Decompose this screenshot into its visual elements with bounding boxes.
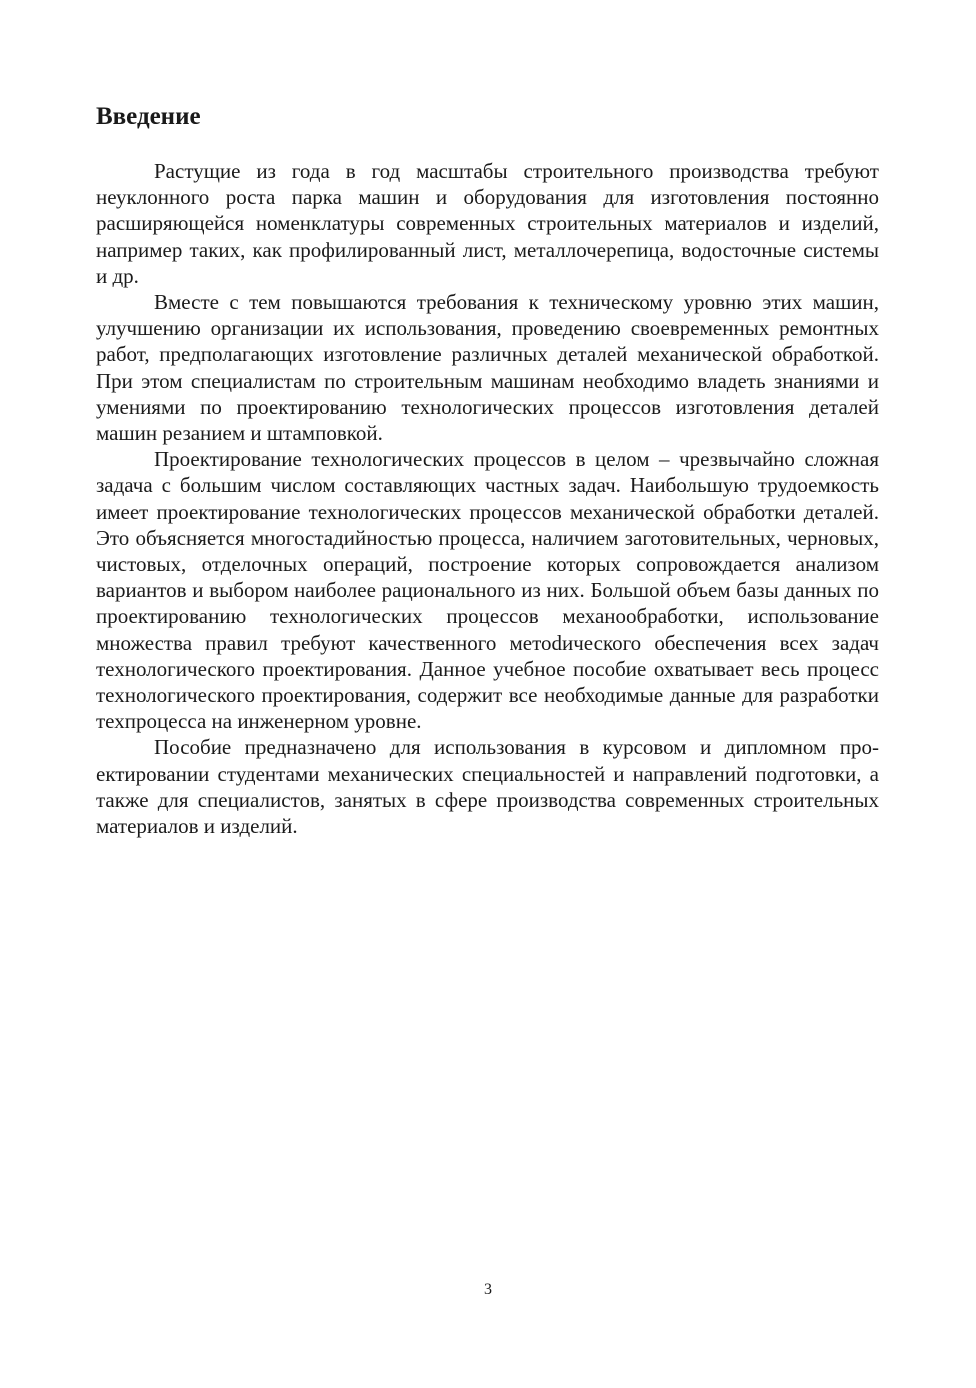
paragraph-4: Пособие предназначено для использования в курсовом и дипломном проектировании студентами механических специальностей и направлений подготовки, а также для специалистов, занятых в сфере производства современных строительных материалов и изделий. — [96, 735, 879, 839]
paragraph-2: Вместе с тем повышаются требования к техническому уровню этих машин, улучшению организации их использования, проведению своевременных ремонтных работ, предполагающих изготовление различных деталей механической обработкой. При этом специалистам по строительным машинам необходимо владеть знаниями и умениями по проектированию технологических процессов изготовления деталей машин резанием и штамповкой. — [96, 290, 879, 446]
page-number: 3 — [484, 1281, 492, 1298]
paragraph-1: Растущие из года в год масштабы строительного производства требуют неуклонного роста парка машин и оборудования для изготовления постоянно расширяющейся номенклатуры современных строительных материалов и изделий, например таких, как профилированный лист, металлочерепица, водосточные системы и др. — [96, 159, 879, 288]
section-title: Введение — [96, 103, 201, 130]
paragraph-3: Проектирование технологических процессов в целом – чрезвычайно сложная задача с большим числом составляющих частных задач. Наибольшую трудоемкость имеет проектирование технологических процессов механической обработки деталей. Это объясняется многостадийностью процесса, наличием заготовительных, черновых, чистовых, отделочных операций, построение которых сопровождается анализом вариантов и выбором наиболее рационального из них. Большой объем базы данных по проектированию технологических процессов механообработки, использование множества правил требуют качественного метоdического обеспечения всех задач технологического проектирования. Данное учебное пособие охватывает весь процесс технологического проектирования, содержит все необходимые данные для разработки техпроцесса на инженерном уровне. — [96, 447, 879, 734]
page-content — [96, 100, 879, 839]
